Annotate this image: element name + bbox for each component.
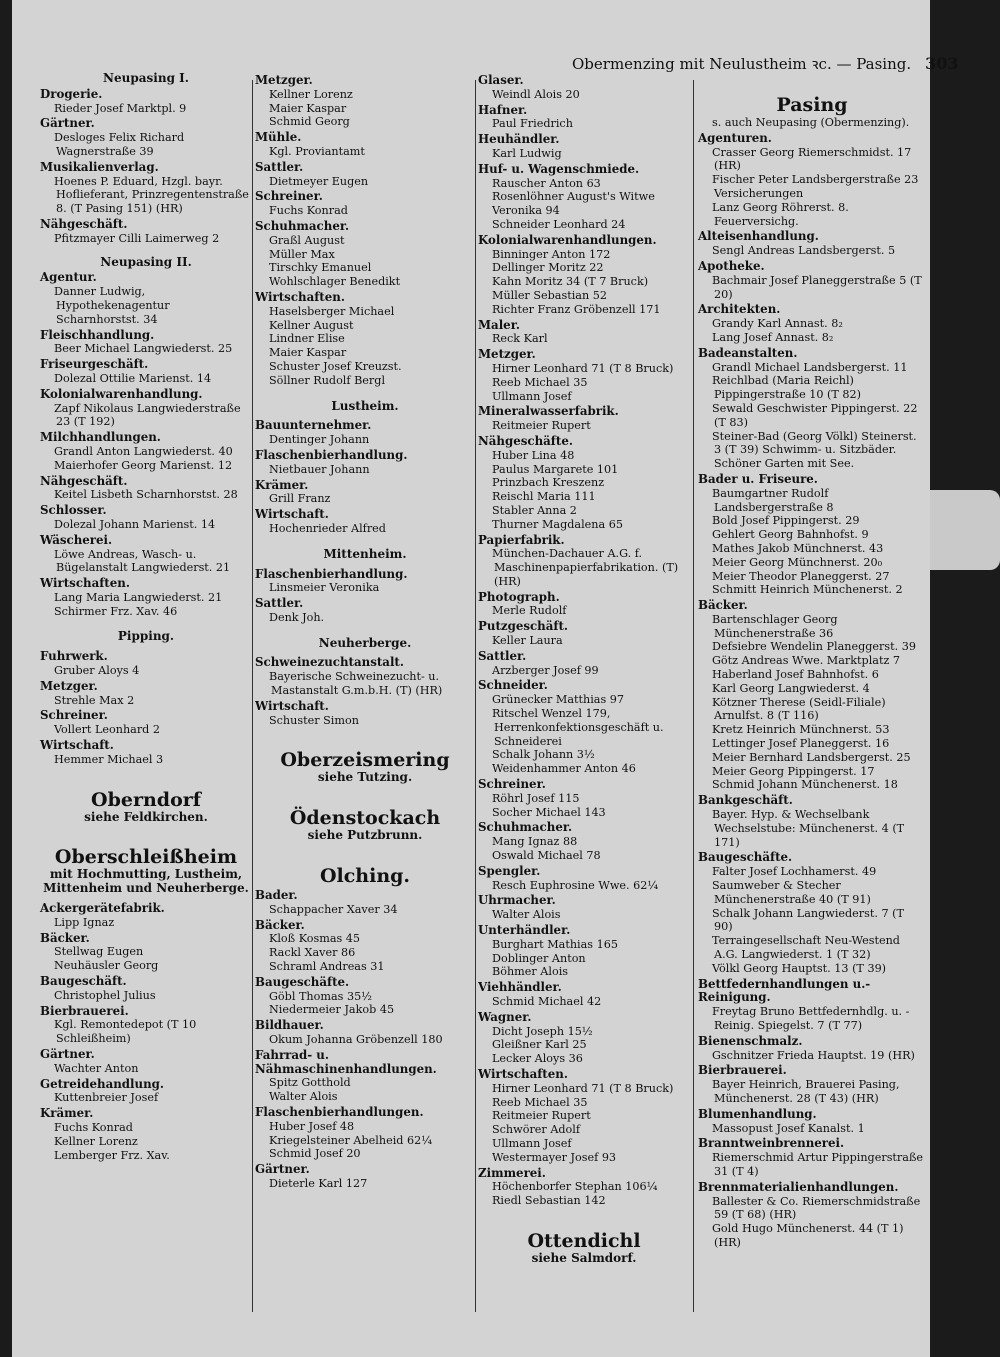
trade-heading: Photograph. (478, 589, 560, 604)
locality-heading: Lustheim. (331, 398, 399, 413)
directory-entry: Kötzner Therese (Seidl-Filiale) Arnulfst. 8 (T 116) (712, 695, 886, 723)
cross-reference: mit Hochmutting, Lustheim, Mittenheim und Neuherberge. (43, 867, 249, 896)
directory-entry: Spitz Gotthold (269, 1076, 351, 1090)
column-2 (255, 72, 475, 1191)
directory-entry: Arzberger Josef 99 (492, 663, 599, 677)
directory-entry: Paulus Margarete 101 (492, 462, 619, 476)
directory-entry: Rackl Xaver 86 (269, 946, 356, 960)
trade-heading: Uhrmacher. (478, 893, 556, 908)
trade-heading: Bettfedernhandlungen u.-Reinigung. (698, 976, 871, 1005)
town-heading: Pasing (776, 94, 848, 116)
directory-entry: Tirschky Emanuel (269, 261, 372, 275)
trade-heading: Ackergerätefabrik. (40, 901, 165, 916)
directory-page (12, 0, 959, 1357)
running-head (572, 54, 959, 74)
directory-entry: Bayer. Hyp. & Wechselbank Wechselstube: Münchenerst. 4 (T 171) (712, 808, 905, 849)
directory-entry: Westermayer Josef 93 (492, 1150, 617, 1164)
trade-heading: Heuhändler. (478, 132, 560, 147)
directory-entry: Schappacher Xaver 34 (269, 902, 398, 916)
directory-entry: Götz Andreas Wwe. Marktplatz 7 (712, 654, 901, 668)
trade-heading: Viehhändler. (478, 980, 562, 995)
directory-entry: Schmid Josef 20 (269, 1147, 361, 1161)
directory-entry: Wachter Anton (54, 1061, 139, 1075)
trade-heading: Spengler. (478, 863, 541, 878)
cross-reference: siehe Tutzing. (317, 770, 413, 785)
directory-entry: Bartenschlager Georg Münchenerstraße 36 (712, 612, 838, 640)
trade-heading: Schreiner. (40, 708, 108, 723)
trade-heading: Metzger. (255, 73, 313, 87)
trade-heading: Getreidehandlung. (40, 1076, 165, 1091)
directory-entry: Lang Josef Annast. 8₂ (712, 330, 834, 344)
trade-heading: Wirtschaften. (40, 576, 130, 591)
trade-heading: Bildhauer. (255, 1018, 324, 1033)
directory-entry: Riedl Sebastian 142 (492, 1194, 606, 1208)
trade-heading: Fahrrad- u. Nähmaschinenhandlungen. (255, 1047, 437, 1076)
trade-heading: Putzgeschäft. (478, 619, 569, 634)
directory-entry: Schalk Johann 3½ (492, 748, 595, 762)
directory-entry: Meier Georg Münchnerst. 20₀ (712, 555, 883, 569)
directory-entry: Dolezal Ottilie Marienst. 14 (54, 371, 212, 385)
directory-entry: Strehle Max 2 (54, 693, 135, 707)
directory-entry: Reeb Michael 35 (492, 1095, 588, 1109)
directory-entry: Wohlschlager Benedikt (269, 275, 401, 289)
directory-entry: Fischer Peter Landsbergerstraße 23 Versicherungen (712, 173, 919, 200)
directory-entry: Socher Michael 143 (492, 805, 606, 819)
directory-entry: Linsmeier Veronika (269, 581, 380, 595)
trade-heading: Mühle. (255, 130, 302, 145)
directory-entry: Grünecker Matthias 97 (492, 693, 624, 707)
directory-entry: Maierhofer Georg Marienst. 12 (54, 458, 233, 472)
directory-entry: Danner Ludwig, Hypothekenagentur Scharnhorstst. 34 (54, 285, 170, 326)
directory-entry: Lang Maria Langwiederst. 21 (54, 590, 223, 604)
directory-entry: Kuttenbreier Josef (54, 1091, 159, 1105)
directory-entry: Prinzbach Kreszenz (492, 476, 605, 490)
directory-entry: Rauscher Anton 63 (492, 176, 601, 190)
directory-entry: Lanz Georg Röhrerst. 8. Feuerversichg. (712, 200, 849, 228)
trade-heading: Wirtschaft. (255, 507, 329, 522)
directory-entry: Dieterle Karl 127 (269, 1177, 368, 1190)
trade-heading: Bäcker. (40, 930, 90, 945)
directory-entry: Gehlert Georg Bahnhofst. 9 (712, 528, 869, 542)
directory-entry: Haberland Josef Bahnhofst. 6 (712, 668, 879, 682)
directory-entry: Doblinger Anton (492, 951, 586, 965)
directory-entry: Kloß Kosmas 45 (269, 932, 361, 946)
directory-entry: Ritschel Wenzel 179, Herrenkonfektionsgeschäft u. Schneiderei (492, 707, 664, 748)
directory-entry: Schraml Andreas 31 (269, 960, 385, 974)
directory-entry: Reitmeier Rupert (492, 419, 591, 433)
directory-entry: Lemberger Frz. Xav. (54, 1148, 170, 1162)
trade-heading: Schuhmacher. (255, 218, 350, 233)
directory-entry: Falter Josef Lochhamerst. 49 (712, 865, 877, 879)
directory-entry: Kgl. Remontedepot (T 10 Schleißheim) (54, 1018, 197, 1046)
directory-entry: Oswald Michael 78 (492, 849, 601, 863)
directory-entry: Kriegelsteiner Abelheid 62¼ (269, 1133, 433, 1147)
directory-entry: Röhrl Josef 115 (492, 791, 580, 805)
locality-heading: Neupasing II. (100, 254, 192, 269)
town-heading: Oberschleißheim (54, 846, 238, 869)
directory-entry: Richter Franz Gröbenzell 171 (492, 302, 661, 316)
directory-entry: Mang Ignaz 88 (492, 835, 578, 849)
directory-entry: Dolezal Johann Marienst. 14 (54, 517, 216, 531)
trade-heading: Schneider. (478, 678, 548, 693)
directory-entry: Meier Georg Pippingerst. 17 (712, 764, 875, 778)
trade-heading: Flaschenbierhandlungen. (255, 1105, 424, 1120)
directory-entry: Karl Georg Langwiederst. 4 (712, 681, 870, 695)
directory-entry: Stellwag Eugen (54, 945, 144, 959)
directory-entry: Karl Ludwig (492, 146, 562, 160)
running-head-text: Obermenzing mit Neulustheim ꝛc. — Pasing. (572, 55, 912, 73)
directory-entry: Bachmair Josef Planeggerstraße 5 (T 20) (712, 273, 922, 301)
directory-entry: Ballester & Co. Riemerschmidstraße 59 (T 68) (HR) (712, 1194, 921, 1222)
directory-entry: Weidenhammer Anton 46 (492, 762, 636, 776)
directory-entry: Meier Theodor Planeggerst. 27 (712, 569, 890, 583)
trade-heading: Bader u. Friseure. (698, 471, 818, 486)
trade-heading: Wirtschaft. (40, 738, 114, 753)
directory-entry: Kgl. Proviantamt (269, 144, 365, 158)
directory-entry: Hemmer Michael 3 (54, 752, 164, 766)
directory-entry: Schuster Simon (269, 713, 359, 727)
town-heading: Ottendichl (527, 1229, 641, 1252)
directory-entry: Hochenrieder Alfred (269, 521, 386, 535)
directory-entry: Dentinger Johann (269, 433, 370, 447)
trade-heading: Bauunternehmer. (255, 418, 372, 433)
column-divider (475, 80, 476, 1312)
directory-entry: Steiner-Bad (Georg Völkl) Steinerst. 3 (T 39) Schwimm- u. Sitzbäder. Schöner Garten mit See. (712, 429, 917, 471)
directory-entry: Rosenlöhner August's Witwe (492, 190, 655, 204)
directory-entry: Sewald Geschwister Pippingerst. 22 (T 83) (712, 401, 918, 429)
directory-entry: Huber Lina 48 (492, 448, 575, 462)
directory-entry: Grandl Michael Landsbergerst. 11 (712, 360, 908, 374)
trade-heading: Brennmaterialienhandlungen. (698, 1179, 899, 1194)
cross-reference: siehe Feldkirchen. (84, 809, 208, 824)
column-divider (252, 80, 253, 1312)
trade-heading: Schreiner. (478, 777, 546, 792)
town-heading: Ödenstockach (289, 807, 441, 830)
directory-entry: Gruber Aloys 4 (54, 664, 140, 678)
directory-entry: Schalk Johann Langwiederst. 7 (T 90) (712, 906, 905, 934)
trade-heading: Wagner. (478, 1009, 532, 1024)
trade-heading: Kolonialwarenhandlungen. (478, 232, 657, 247)
directory-entry: Grandy Karl Annast. 8₂ (712, 317, 843, 331)
directory-entry: Binninger Anton 172 (492, 247, 611, 261)
town-heading: Oberndorf (91, 788, 201, 811)
directory-entry: Lipp Ignaz (54, 915, 115, 929)
trade-heading: Agenturen. (698, 130, 772, 145)
directory-entry: Löwe Andreas, Wasch- u. Bügelanstalt Langwiederst. 21 (54, 547, 231, 575)
trade-heading: Blumenhandlung. (698, 1106, 817, 1121)
trade-heading: Fleischhandlung. (40, 327, 155, 342)
directory-entry: Gschnitzer Frieda Hauptst. 19 (HR) (712, 1048, 915, 1062)
trade-heading: Krämer. (40, 1106, 94, 1121)
trade-heading: Sattler. (255, 159, 304, 174)
trade-heading: Unterhändler. (478, 923, 571, 938)
trade-heading: Wäscherei. (40, 532, 113, 547)
locality-heading: Pipping. (117, 629, 175, 644)
trade-heading: Nähgeschäft. (40, 473, 128, 488)
directory-entry: Höchenborfer Stephan 106¼ (492, 1180, 658, 1194)
trade-heading: Baugeschäft. (40, 974, 127, 989)
trade-heading: Wirtschaften. (255, 289, 345, 304)
trade-heading: Fuhrwerk. (40, 649, 108, 664)
trade-heading: Schuhmacher. (478, 820, 573, 835)
directory-entry: Pfitzmayer Cilli Laimerweg 2 (54, 231, 220, 245)
directory-entry: Beer Michael Langwiederst. 25 (54, 342, 233, 356)
directory-entry: Müller Max (269, 247, 335, 261)
trade-heading: Bankgeschäft. (698, 793, 793, 808)
directory-entry: Lindner Elise (269, 332, 345, 346)
trade-heading: Huf- u. Wagenschmiede. (478, 161, 640, 176)
trade-heading: Schreiner. (255, 189, 323, 204)
trade-heading: Mineralwasserfabrik. (478, 404, 619, 419)
page-edge-tab (930, 490, 1000, 570)
trade-heading: Architekten. (698, 302, 781, 317)
directory-entry: Kellner Lorenz (269, 87, 353, 101)
directory-entry: Bayer Heinrich, Brauerei Pasing, Münchenerst. 28 (T 43) (HR) (712, 1078, 900, 1105)
directory-entry: Kellner Lorenz (54, 1134, 138, 1148)
directory-entry: Crasser Georg Riemerschmidst. 17 (HR) (712, 145, 912, 173)
directory-entry: Weindl Alois 20 (492, 87, 580, 101)
directory-entry: Hoenes P. Eduard, Hzgl. bayr. Hoflieferant, Prinzregentenstraße 8. (T Pasing 151) (HR) (54, 174, 249, 216)
trade-heading: Alteisenhandlung. (698, 229, 819, 244)
directory-entry: München-Dachauer A.G. f. Maschinenpapierfabrikation. (T) (HR) (492, 547, 679, 588)
trade-heading: Bäcker. (255, 917, 305, 932)
cross-reference: siehe Salmdorf. (531, 1250, 637, 1265)
trade-heading: Maler. (478, 317, 520, 332)
directory-entry: Müller Sebastian 52 (492, 288, 607, 302)
trade-heading: Drogerie. (40, 86, 103, 101)
directory-entry: Lettinger Josef Planeggerst. 16 (712, 737, 890, 751)
directory-entry: Mathes Jakob Münchnerst. 43 (712, 541, 884, 555)
directory-entry: Bold Josef Pippingerst. 29 (712, 514, 860, 528)
trade-heading: Apotheke. (698, 258, 765, 273)
directory-entry: Burghart Mathias 165 (492, 937, 618, 951)
trade-heading: Badeanstalten. (698, 345, 798, 360)
trade-heading: Zimmerei. (478, 1165, 546, 1180)
directory-entry: Keitel Lisbeth Scharnhorstst. 28 (54, 488, 238, 502)
trade-heading: Milchhandlungen. (40, 430, 161, 445)
directory-entry: Walter Alois (492, 908, 561, 922)
column-divider (693, 80, 694, 1312)
trade-heading: Papierfabrik. (478, 532, 565, 547)
directory-entry: Bayerische Schweinezucht- u. Mastanstalt G.m.b.H. (T) (HR) (269, 670, 443, 698)
directory-entry: Schmid Georg (269, 115, 350, 129)
directory-entry: Kahn Moritz 34 (T 7 Bruck) (492, 275, 649, 289)
trade-heading: Nähgeschäft. (40, 216, 128, 231)
directory-entry: Reichlbad (Maria Reichl) Pippingerstraße 10 (T 82) (712, 374, 862, 402)
directory-entry: Böhmer Alois (492, 965, 569, 979)
directory-entry: Söllner Rudolf Bergl (269, 373, 386, 387)
town-heading: Oberzeismering (280, 749, 450, 772)
trade-heading: Wirtschaft. (255, 698, 329, 713)
trade-heading: Baugeschäfte. (698, 850, 793, 865)
directory-entry: Reitmeier Rupert (492, 1109, 591, 1123)
directory-entry: Schuster Josef Kreuzst. (269, 359, 402, 373)
directory-entry: Ullmann Josef (492, 1136, 572, 1150)
directory-entry: Graßl August (269, 233, 345, 247)
directory-entry: Grill Franz (269, 492, 331, 506)
trade-heading: Bierbrauerei. (40, 1003, 129, 1018)
directory-entry: Maier Kaspar (269, 101, 347, 115)
directory-entry: Massopust Josef Kanalst. 1 (712, 1121, 865, 1135)
trade-heading: Bader. (255, 888, 298, 903)
trade-heading: Gärtner. (40, 116, 95, 131)
directory-entry: Reischl Maria 111 (492, 490, 596, 504)
directory-entry: Sengl Andreas Landsbergerst. 5 (712, 244, 896, 258)
trade-heading: Musikalienverlag. (40, 159, 159, 174)
directory-entry: Völkl Georg Hauptst. 13 (T 39) (712, 961, 887, 975)
trade-heading: Sattler. (478, 648, 527, 663)
directory-entry: Fuchs Konrad (269, 204, 348, 218)
trade-heading: Bäcker. (698, 598, 748, 613)
directory-entry: Fuchs Konrad (54, 1121, 133, 1134)
trade-heading: Schlosser. (40, 503, 107, 518)
directory-entry: Rieder Josef Marktpl. 9 (54, 101, 187, 115)
column-1 (40, 72, 252, 1162)
trade-heading: Gärtner. (255, 1162, 310, 1177)
trade-heading: Gärtner. (40, 1047, 95, 1062)
trade-heading: Flaschenbierhandlung. (255, 566, 408, 581)
trade-heading: Friseurgeschäft. (40, 357, 149, 372)
directory-entry: Terraingesellschaft Neu-Westend A.G. Langwiederst. 1 (T 32) (712, 934, 900, 962)
directory-entry: Riemerschmid Artur Pippingerstraße 31 (T 4) (712, 1151, 924, 1178)
locality-heading: Neuherberge. (318, 635, 412, 650)
trade-heading: Branntweinbrennerei. (698, 1136, 845, 1151)
directory-entry: Okum Johanna Gröbenzell 180 (269, 1033, 443, 1047)
directory-entry: Gleißner Karl 25 (492, 1038, 587, 1052)
directory-entry: Grandl Anton Langwiederst. 40 (54, 444, 233, 458)
directory-entry: Reeb Michael 35 (492, 375, 588, 389)
directory-entry: Meier Bernhard Landsbergerst. 25 (712, 750, 911, 764)
directory-entry: Schneider Leonhard 24 (492, 217, 626, 231)
trade-heading: Metzger. (40, 678, 98, 693)
directory-entry: Dellinger Moritz 22 (492, 261, 604, 275)
trade-heading: Wirtschaften. (478, 1066, 568, 1081)
trade-heading: Bienenschmalz. (698, 1033, 803, 1048)
directory-entry: Freytag Bruno Bettfedernhdlg. u. -Reinig. Spiegelst. 7 (T 77) (712, 1005, 910, 1032)
column-3 (478, 72, 690, 1272)
directory-entry: Reck Karl (492, 332, 548, 346)
directory-entry: Hirner Leonhard 71 (T 8 Bruck) (492, 1081, 674, 1095)
directory-entry: Zapf Nikolaus Langwiederstraße 23 (T 192) (54, 401, 241, 429)
directory-entry: Schmitt Heinrich Münchenerst. 2 (712, 583, 903, 597)
directory-entry: Gold Hugo Münchenerst. 44 (T 1) (HR) (712, 1222, 904, 1249)
trade-heading: Agentur. (40, 270, 97, 285)
directory-entry: Christophel Julius (54, 988, 156, 1002)
directory-entry: Schmid Michael 42 (492, 995, 602, 1008)
cross-reference: siehe Putzbrunn. (307, 828, 423, 843)
trade-heading: Sattler. (255, 596, 304, 611)
trade-heading: Flaschenbierhandlung. (255, 447, 408, 462)
directory-entry: Nietbauer Johann (269, 462, 370, 476)
directory-entry: Dietmeyer Eugen (269, 174, 369, 188)
directory-entry: Schmid Johann Münchenerst. 18 (712, 778, 898, 792)
trade-heading: Krämer. (255, 477, 309, 492)
column-4 (698, 72, 926, 1250)
directory-entry: Thurner Magdalena 65 (492, 517, 623, 531)
trade-heading: Hafner. (478, 102, 528, 117)
directory-entry: Schirmer Frz. Xav. 46 (54, 604, 178, 618)
directory-entry: Vollert Leonhard 2 (54, 723, 161, 737)
trade-heading: Bierbrauerei. (698, 1063, 787, 1078)
trade-heading: Metzger. (478, 347, 536, 362)
directory-entry: s. auch Neupasing (Obermenzing). (712, 116, 910, 129)
directory-entry: Lecker Aloys 36 (492, 1052, 583, 1066)
trade-heading: Glaser. (478, 73, 524, 87)
directory-entry: Defsiebre Wendelin Planeggerst. 39 (712, 640, 916, 654)
directory-entry: Stabler Anna 2 (492, 503, 577, 517)
directory-entry: Haselsberger Michael (269, 304, 395, 318)
directory-entry: Denk Joh. (269, 610, 325, 624)
directory-entry: Maier Kaspar (269, 346, 347, 360)
directory-entry: Dicht Joseph 15½ (492, 1024, 593, 1038)
directory-entry: Saumweber & Stecher Münchenerstraße 40 (T 91) (712, 879, 871, 906)
directory-entry: Keller Laura (492, 634, 563, 648)
directory-entry: Walter Alois (269, 1090, 338, 1104)
directory-entry: Baumgartner Rudolf Landsbergerstraße 8 (712, 486, 834, 514)
trade-heading: Schweinezuchtanstalt. (255, 655, 404, 670)
directory-entry: Neuhäusler Georg (54, 959, 159, 973)
directory-entry: Resch Euphrosine Wwe. 62¼ (492, 878, 659, 892)
trade-heading: Kolonialwarenhandlung. (40, 386, 203, 401)
directory-entry: Ullmann Josef (492, 389, 572, 403)
directory-entry: Paul Friedrich (492, 117, 573, 131)
directory-entry: Hirner Leonhard 71 (T 8 Bruck) (492, 361, 674, 375)
locality-heading: Mittenheim. (323, 546, 407, 561)
town-heading: Olching. (319, 865, 411, 888)
directory-entry: Desloges Felix Richard Wagnerstraße 39 (54, 131, 185, 158)
directory-entry: Schwörer Adolf (492, 1123, 581, 1137)
directory-entry: Huber Josef 48 (269, 1119, 355, 1133)
trade-heading: Baugeschäfte. (255, 974, 350, 989)
directory-entry: Niedermeier Jakob 45 (269, 1003, 395, 1017)
directory-entry: Veronika 94 (492, 204, 560, 218)
page-number: 303 (925, 54, 959, 73)
directory-entry: Kretz Heinrich Münchnerst. 53 (712, 723, 890, 737)
directory-entry: Göbl Thomas 35½ (269, 989, 373, 1003)
trade-heading: Nähgeschäfte. (478, 433, 573, 448)
directory-entry: Kellner August (269, 318, 354, 332)
locality-heading: Neupasing I. (103, 71, 189, 85)
directory-entry: Merle Rudolf (492, 604, 567, 618)
